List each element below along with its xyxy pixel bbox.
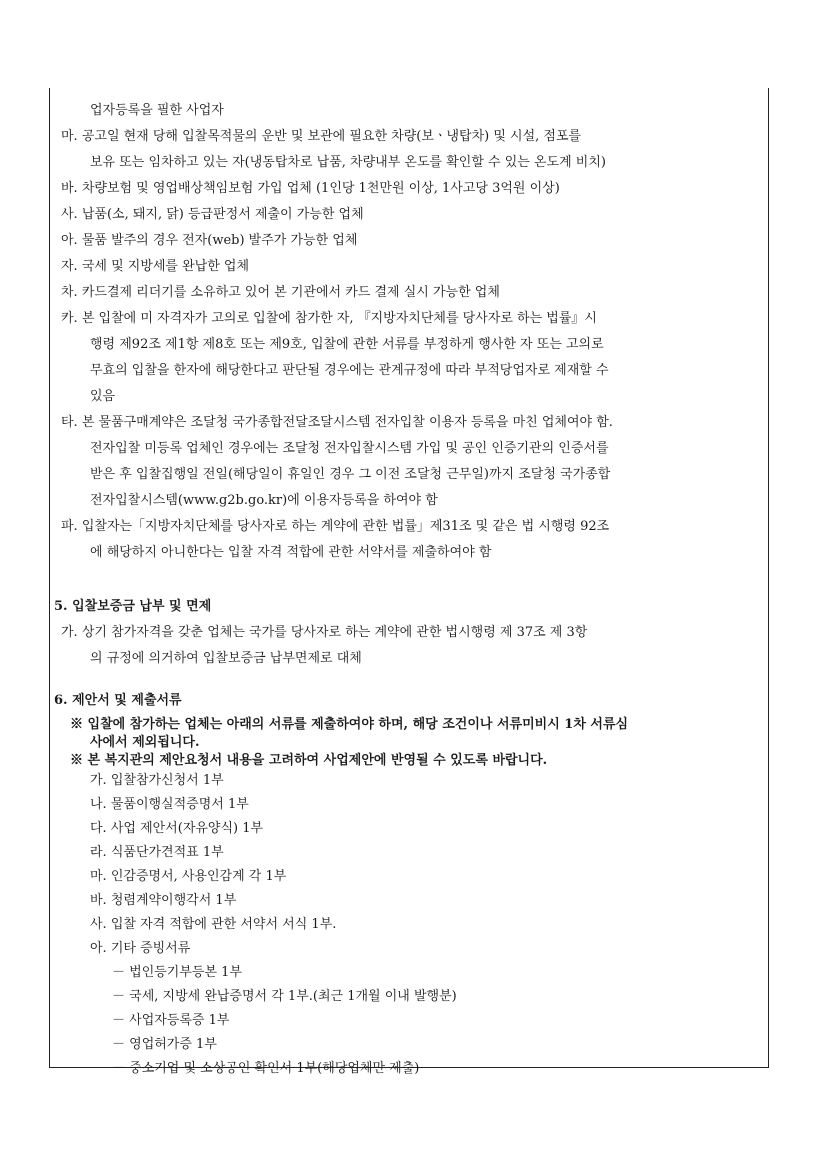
text-line: 무효의 입찰을 한자에 해당한다고 판단될 경우에는 관계규정에 따라 부적당업자로 제재할 수 <box>90 363 609 378</box>
text-line: 파. 입찰자는「지방자치단체를 당사자로 하는 계약에 관한 법률」제31조 및 같은 법 시행령 92조 <box>61 519 610 534</box>
text-line: 아. 물품 발주의 경우 전자(web) 발주가 가능한 업체 <box>61 233 358 248</box>
text-line: 5. 입찰보증금 납부 및 면제 <box>54 599 212 614</box>
text-line: 있음 <box>90 389 116 404</box>
text-line: 마. 공고일 현재 당해 입찰목적물의 운반 및 보관에 필요한 차량(보ㆍ냉탑차) 및 시설, 점포를 <box>61 129 582 144</box>
text-line: 의 규정에 의거하여 입찰보증금 납부면제로 대체 <box>90 651 362 666</box>
text-line: 6. 제안서 및 제출서류 <box>54 693 182 708</box>
text-line: － 영업허가증 1부 <box>112 1037 217 1052</box>
text-line: 카. 본 입찰에 미 자격자가 고의로 입찰에 참가한 자, 『지방자치단체를 당사자로 하는 법률』시 <box>61 311 597 326</box>
text-line: 바. 차량보험 및 영업배상책임보험 가입 업체 (1인당 1천만원 이상, 1사고당 3억원 이상) <box>61 181 560 196</box>
text-line: 가. 상기 참가자격을 갖춘 업체는 국가를 당사자로 하는 계약에 관한 법시행령 제 37조 제 3항 <box>61 625 588 640</box>
text-line: 받은 후 입찰집행일 전일(해당일이 휴일인 경우 그 이전 조달청 근무일)까지 조달청 국가종합 <box>90 467 611 482</box>
text-line: ※ 본 복지관의 제안요청서 내용을 고려하여 사업제안에 반영될 수 있도록 바랍니다. <box>70 753 548 768</box>
text-line: ※ 입찰에 참가하는 업체는 아래의 서류를 제출하여야 하며, 해당 조건이나 서류미비시 1차 서류심 <box>70 717 629 732</box>
text-line: 마. 인감증명서, 사용인감계 각 1부 <box>90 869 287 884</box>
text-line: － 사업자등록증 1부 <box>112 1013 230 1028</box>
text-line: 라. 식품단가견적표 1부 <box>90 845 224 860</box>
text-line: 가. 입찰참가신청서 1부 <box>90 773 224 788</box>
text-line: 사. 납품(소, 돼지, 닭) 등급판정서 제출이 가능한 업체 <box>61 207 364 222</box>
text-line: 행령 제92조 제1항 제8호 또는 제9호, 입찰에 관한 서류를 부정하게 행사한 자 또는 고의로 <box>90 337 604 352</box>
text-line: － 중소기업 및 소상공인 확인서 1부(해당업체만 제출) <box>112 1061 420 1076</box>
text-line: 나. 물품이행실적증명서 1부 <box>90 797 249 812</box>
text-line: 다. 사업 제안서(자유양식) 1부 <box>90 821 264 836</box>
text-line: － 법인등기부등본 1부 <box>112 965 242 980</box>
text-line: 아. 기타 증빙서류 <box>90 941 191 956</box>
text-line: 자. 국세 및 지방세를 완납한 업체 <box>61 259 250 274</box>
text-line: 전자입찰 미등록 업체인 경우에는 조달청 전자입찰시스템 가입 및 공인 인증기관의 인증서를 <box>90 441 609 456</box>
text-line: 사에서 제외됩니다. <box>90 735 200 750</box>
text-line: － 국세, 지방세 완납증명서 각 1부.(최근 1개월 이내 발행분) <box>112 989 457 1004</box>
text-line: 타. 본 물품구매계약은 조달청 국가종합전달조달시스템 전자입찰 이용자 등록을 마친 업체여야 함. <box>61 415 613 430</box>
text-line: 바. 청렴계약이행각서 1부 <box>90 893 237 908</box>
text-line: 전자입찰시스템(www.g2b.go.kr)에 이용자등록을 하여야 함 <box>90 493 438 508</box>
text-line: 차. 카드결제 리더기를 소유하고 있어 본 기관에서 카드 결제 실시 가능한 업체 <box>61 285 500 300</box>
text-line: 업자등록을 필한 사업자 <box>90 103 224 118</box>
text-line: 사. 입찰 자격 적합에 관한 서약서 서식 1부. <box>90 917 337 932</box>
document-frame <box>49 88 769 1076</box>
text-line: 에 해당하지 아니한다는 입찰 자격 적합에 관한 서약서를 제출하여야 함 <box>90 545 492 560</box>
text-line: 보유 또는 임차하고 있는 자(냉동탑차로 납품, 차량내부 온도를 확인할 수 있는 온도계 비치) <box>90 155 606 170</box>
